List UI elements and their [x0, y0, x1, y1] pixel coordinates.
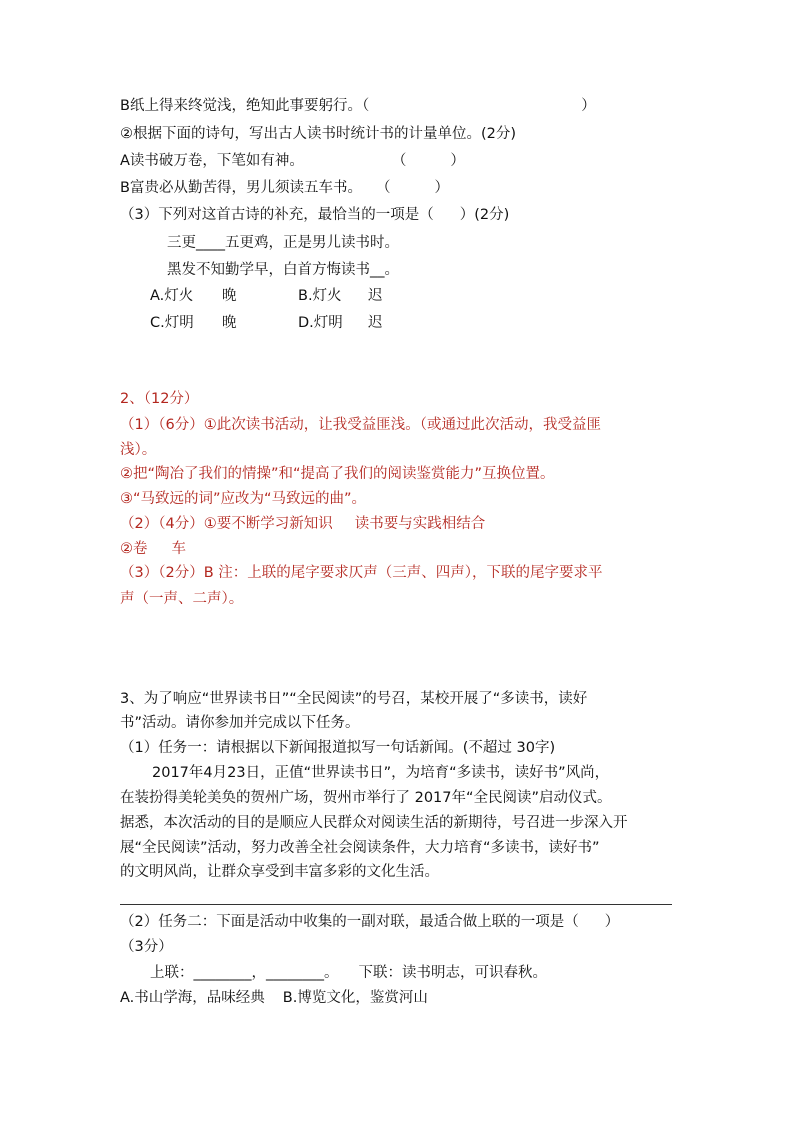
- answer-close-paren: ）: [450, 153, 465, 169]
- answer-2-line: [120, 514, 485, 534]
- answer-close-paren: ）: [434, 180, 449, 196]
- answer-2-prefix: （2）（4分）: [120, 516, 204, 532]
- task-2-option-a: A.书山学海，品味经典: [120, 990, 265, 1006]
- question-b2-text: B富贵必从勤苦得，男儿须读五车书。: [120, 180, 362, 196]
- answer-3-line-2: 声（一声、二声）。: [120, 591, 244, 607]
- couplet-line: [150, 963, 547, 983]
- question-a2-text: A读书破万卷，下笔如有神。: [120, 153, 304, 169]
- question-3-suffix: ）(2分): [459, 207, 510, 223]
- option-a-word: 晚: [222, 288, 237, 304]
- poem-line-1: 三更____五更鸡，正是男儿读书时。: [167, 235, 399, 251]
- answer-2-item-2b: 车: [171, 541, 186, 557]
- task-2-option-b: B.博览文化，鉴赏河山: [282, 990, 428, 1006]
- options-row-1: [150, 286, 383, 306]
- news-line-4: 展“全民阅读”活动，努力改善全社会阅读条件，大力培育“多读书，读好书”: [120, 840, 600, 856]
- question-b2-line: [120, 178, 449, 198]
- option-a-letter: A.灯火: [150, 288, 194, 304]
- answer-1-line-2: 浅）。: [120, 442, 157, 458]
- answer-open-paren: （: [391, 153, 407, 169]
- poem-line-2: 黑发不知勤学早，白首方悔读书__。: [167, 262, 399, 278]
- section-3-heading-line-2: 书”活动。请你参加并完成以下任务。: [120, 715, 360, 731]
- answer-2-item-1a: ①要不断学习新知识: [203, 516, 333, 532]
- news-line-5: 的文明风尚，让群众享受到丰富多彩的文化生活。: [120, 864, 439, 880]
- question-b1-line: [120, 96, 596, 116]
- question-b1-text: B纸上得来终觉浅，绝知此事要躬行。（: [120, 98, 370, 114]
- question-3-line: [120, 205, 509, 225]
- couplet-upper: 上联：________，________。: [150, 965, 339, 981]
- task-2-text: （2）任务二：下面是活动中收集的一副对联，最适合做上联的一项是（: [120, 914, 579, 930]
- section-2-heading: 2、（12分）: [120, 391, 199, 407]
- question-3-text: （3）下列对这首古诗的补充，最恰当的一项是（: [120, 207, 434, 223]
- answer-1-item-2: ②把“陶冶了我们的情操”和“提高了我们的阅读鉴赏能力”互换位置。: [120, 466, 555, 482]
- news-line-3: 据悉，本次活动的目的是顺应人民群众对阅读生活的新期待，号召进一步深入开: [120, 815, 628, 831]
- answer-1-line-1: （1）（6分）①此次读书活动，让我受益匪浅。（或通过此次活动，我受益匪: [120, 417, 601, 433]
- option-d-word: 迟: [368, 315, 383, 331]
- task-1-prompt: （1）任务一：请根据以下新闻报道拟写一句话新闻。(不超过 30字): [120, 740, 556, 756]
- news-line-1: 2017年4月23日，正值“世界读书日”，为培育“多读书，读好书”风尚，: [152, 765, 610, 781]
- question-a2-line: [120, 151, 465, 171]
- answer-close-paren: ）: [581, 98, 596, 114]
- option-c-letter: C.灯明: [150, 315, 194, 331]
- option-b-word: 迟: [368, 288, 383, 304]
- answer-3-prefix: （3）（2分）: [120, 565, 204, 581]
- option-d-letter: D.灯明: [298, 315, 343, 331]
- option-d-spacer-word: 晚: [222, 315, 237, 331]
- task-2-options: [120, 988, 428, 1008]
- question-2-prompt: ②根据下面的诗句，写出古人读书时统计书的计量单位。(2分): [120, 126, 517, 142]
- couplet-lower: 下联：读书明志，可识春秋。: [358, 965, 547, 981]
- answer-open-paren: （: [375, 180, 391, 196]
- answer-1-item-3: ③“马致远的词”应改为“马致远的曲”。: [120, 491, 367, 507]
- news-line-2: 在装扮得美轮美奂的贺州广场，贺州市举行了 2017年“全民阅读”启动仪式。: [120, 790, 612, 806]
- answer-underline[interactable]: [120, 904, 672, 905]
- answer-2-item-2: [120, 539, 186, 559]
- task-2-line-1: [120, 912, 619, 932]
- task-2-close-paren: ）: [604, 914, 620, 930]
- task-2-line-2: （3分）: [120, 939, 173, 955]
- answer-3-line-1: [120, 563, 603, 583]
- answer-3-text: B 注：上联的尾字要求仄声（三声、四声），下联的尾字要求平: [203, 565, 603, 581]
- answer-2-item-2a: ②卷: [120, 541, 148, 557]
- section-3-heading-line-1: 3、为了响应“世界读书日”“全民阅读”的号召，某校开展了“多读书，读好: [120, 691, 588, 707]
- answer-2-item-1b: 读书要与实践相结合: [354, 516, 486, 532]
- options-row-2: [150, 313, 383, 333]
- option-b-letter: B.灯火: [298, 288, 342, 304]
